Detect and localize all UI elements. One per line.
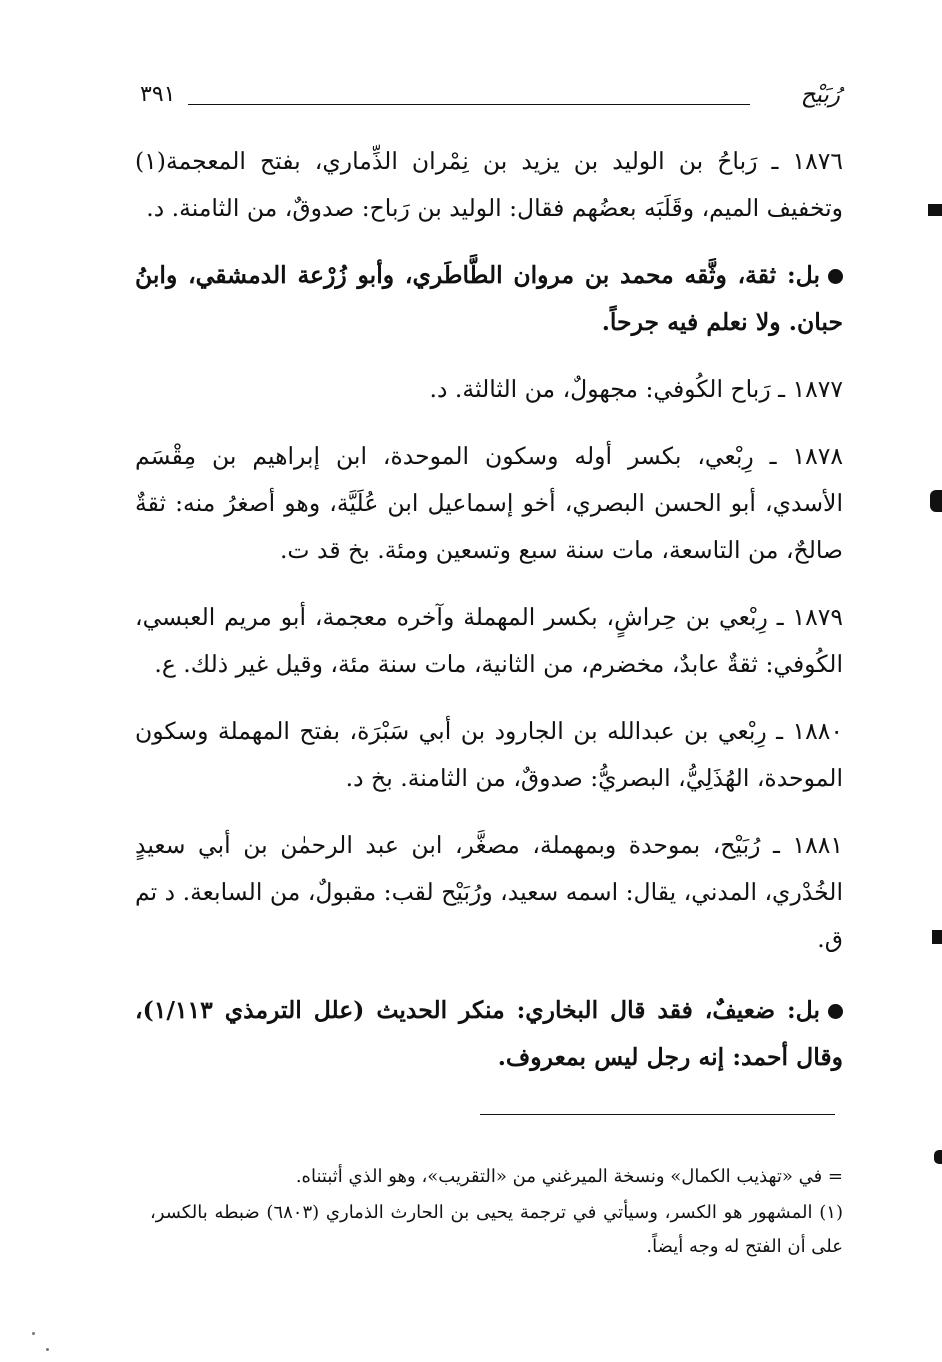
page-header <box>140 80 840 120</box>
footnotes <box>150 1160 843 1266</box>
running-title: رُبَيْح <box>800 82 840 108</box>
scan-edge-mark <box>928 204 942 216</box>
scan-speck <box>32 1332 35 1335</box>
scan-edge-mark <box>930 490 942 512</box>
scan-speck <box>46 1348 49 1351</box>
entry-1876: ١٨٧٦ ـ رَباحُ بن الوليد بن يزيد بن نِمْران الذِّماري، بفتح المعجمة(١) وتخفيف الميم، وقَلَبَه بعضُهم فقال: الوليد بن رَباح: صدوقٌ، من الثامنة. د. <box>135 147 843 222</box>
scan-edge-mark <box>932 930 942 944</box>
bullet-icon <box>828 1004 843 1019</box>
footnote-continuation: = في «تهذيب الكمال» ونسخة الميرغني من «التقريب»، وهو الذي أثبتناه. <box>295 1166 843 1187</box>
entry-1881: ١٨٨١ ـ رُبَيْح، بموحدة وبمهملة، مصغَّر، ابن عبد الرحمٰن بن أبي سعيدٍ الخُدْري، المدني، يقال: اسمه سعيد، ورُبَيْح لقب: مقبولٌ، من السابعة. د تم ق. <box>135 831 843 953</box>
scan-edge-mark <box>934 1150 942 1164</box>
page-number: ٣٩١ <box>140 82 176 107</box>
comment-1881-text: بل: ضعيفٌ، فقد قال البخاري: منكر الحديث (علل الترمذي ١/١١٣)، وقال أحمد: إنه رجل ليس بمعروف. <box>135 996 843 1071</box>
comment-1881 <box>135 987 843 1081</box>
entry-1879: ١٨٧٩ ـ رِبْعي بن حِراشٍ، بكسر المهملة وآخره معجمة، أبو مريم العبسي، الكُوفي: ثقةٌ عابدٌ، مخضرم، من الثانية، مات سنة مئة، وقيل غير ذلك. ع. <box>135 603 843 678</box>
main-text <box>135 138 843 1101</box>
footnote-separator <box>480 1114 835 1115</box>
entry-1877: ١٨٧٧ ـ رَباح الكُوفي: مجهولٌ، من الثالثة. د. <box>429 375 843 403</box>
comment-1876 <box>135 252 843 346</box>
entry-1880: ١٨٨٠ ـ رِبْعي بن عبدالله بن الجارود بن أبي سَبْرَة، بفتح المهملة وسكون الموحدة، الهُذَلِيُّ، البصريُّ: صدوقٌ، من الثامنة. بخ د. <box>135 717 843 792</box>
entry-1878: ١٨٧٨ ـ رِبْعي، بكسر أوله وسكون الموحدة، ابن إبراهيم بن مِقْسَم الأسدي، أبو الحسن البصري، أخو إسماعيل ابن عُلَيَّة، وهو أصغرُ منه: ثقةٌ صالحٌ، من التاسعة، مات سنة سبع وتسعين ومئة. بخ قد ت. <box>135 442 843 564</box>
bullet-icon <box>828 269 843 284</box>
footnote-1: (١) المشهور هو الكسر، وسيأتي في ترجمة يحيى بن الحارث الذماري (٦٨٠٣) ضبطه بالكسر، على أن الفتح له وجه أيضاً. <box>150 1202 843 1257</box>
comment-1876-text: بل: ثقة، وثَّقه محمد بن مروان الطَّاطَري، وأبو زُرْعة الدمشقي، وابنُ حبان. ولا نعلم فيه جرحاً. <box>135 261 843 336</box>
header-rule <box>188 104 750 105</box>
